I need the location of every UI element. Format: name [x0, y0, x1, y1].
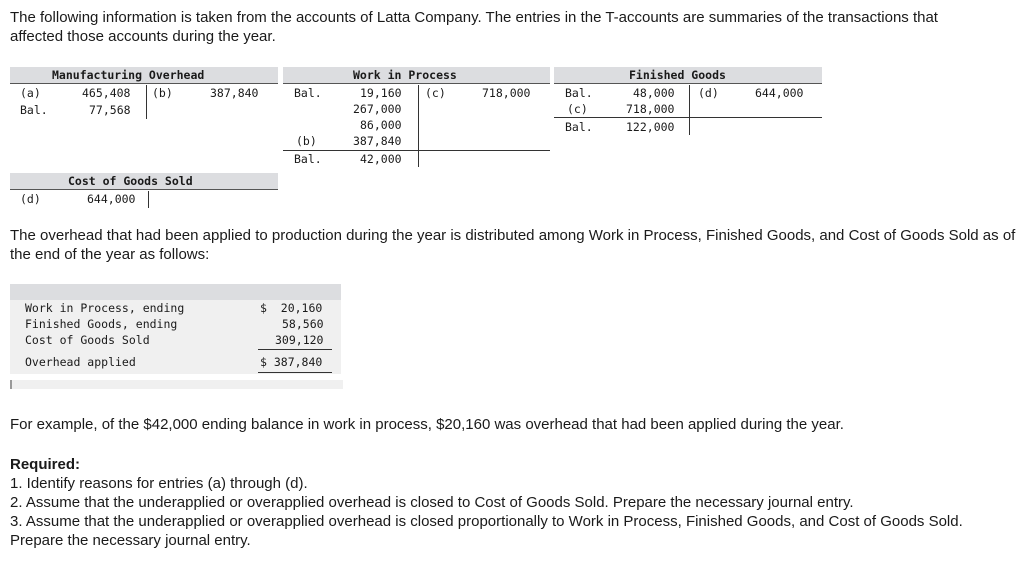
overhead-row-amount: 309,120 [275, 333, 324, 347]
t-account-amount: 86,000 [360, 118, 402, 132]
t-account-label: (c) [567, 102, 588, 116]
t-account-label: (a) [20, 86, 41, 100]
overhead-row-amount: $ 20,160 [260, 301, 323, 315]
t-account-label: Bal. [565, 86, 593, 100]
overhead-row-label: Cost of Goods Sold [25, 333, 150, 347]
t-account-amount: 465,408 [82, 86, 131, 100]
t-account-amount: 387,840 [353, 134, 402, 148]
overhead-row-amount: 58,560 [282, 317, 324, 331]
t-account-label: (d) [20, 192, 41, 206]
t-account-label: (d) [698, 86, 719, 100]
t-account-label: Bal. [294, 86, 322, 100]
required-title: Required: [10, 456, 81, 473]
t-account-amount: 718,000 [482, 86, 531, 100]
overhead-row-label: Finished Goods, ending [25, 317, 178, 331]
t-account-label: Bal. [20, 103, 48, 117]
t-account-amount: 77,568 [89, 103, 131, 117]
t-account-amount: 718,000 [626, 102, 675, 116]
t-account-label: (b) [152, 86, 173, 100]
overhead-row-label: Work in Process, ending [25, 301, 185, 315]
t-account-label: Bal. [565, 120, 593, 134]
t-account-label: Bal. [294, 152, 322, 166]
t-account-title: Manufacturing Overhead [10, 67, 278, 84]
t-account-amount: 122,000 [626, 120, 675, 134]
t-account-title: Finished Goods [554, 67, 822, 84]
required-item: 3. Assume that the underapplied or overapplied overhead is closed proportionally to Work in Process, Finished Goods, and Cost of Goods Sold. Prepare the necessary journal entry. [10, 513, 963, 549]
required-item: 2. Assume that the underapplied or overapplied overhead is closed to Cost of Goods Sold. Prepare the necessary journal entry. [10, 494, 854, 511]
t-account-label: (b) [296, 134, 317, 148]
t-account-amount: 644,000 [87, 192, 136, 206]
t-account-title: Work in Process [283, 67, 550, 84]
t-account-label: (c) [425, 86, 446, 100]
t-account-amount: 644,000 [755, 86, 804, 100]
overhead-total-amount: $ 387,840 [260, 355, 323, 369]
intro-paragraph: The following information is taken from the accounts of Latta Company. The entries in the T-accounts are summaries of the transactions that affected those accounts during the year. [10, 9, 938, 45]
required-section [10, 455, 1018, 550]
t-account-amount: 48,000 [633, 86, 675, 100]
example-paragraph: For example, of the $42,000 ending balance in work in process, $20,160 was overhead that had been applied during the year. [10, 416, 844, 433]
t-account-title: Cost of Goods Sold [10, 173, 278, 190]
t-account-amount: 42,000 [360, 152, 402, 166]
t-account-amount: 19,160 [360, 86, 402, 100]
required-item: 1. Identify reasons for entries (a) through (d). [10, 475, 308, 492]
overhead-total-label: Overhead applied [25, 355, 136, 369]
t-account-amount: 387,840 [210, 86, 259, 100]
t-account-amount: 267,000 [353, 102, 402, 116]
overhead-paragraph: The overhead that had been applied to production during the year is distributed among Work in Process, Finished Goods, and Cost of Goods Sold as of the end of the year as follows: [10, 227, 1016, 263]
